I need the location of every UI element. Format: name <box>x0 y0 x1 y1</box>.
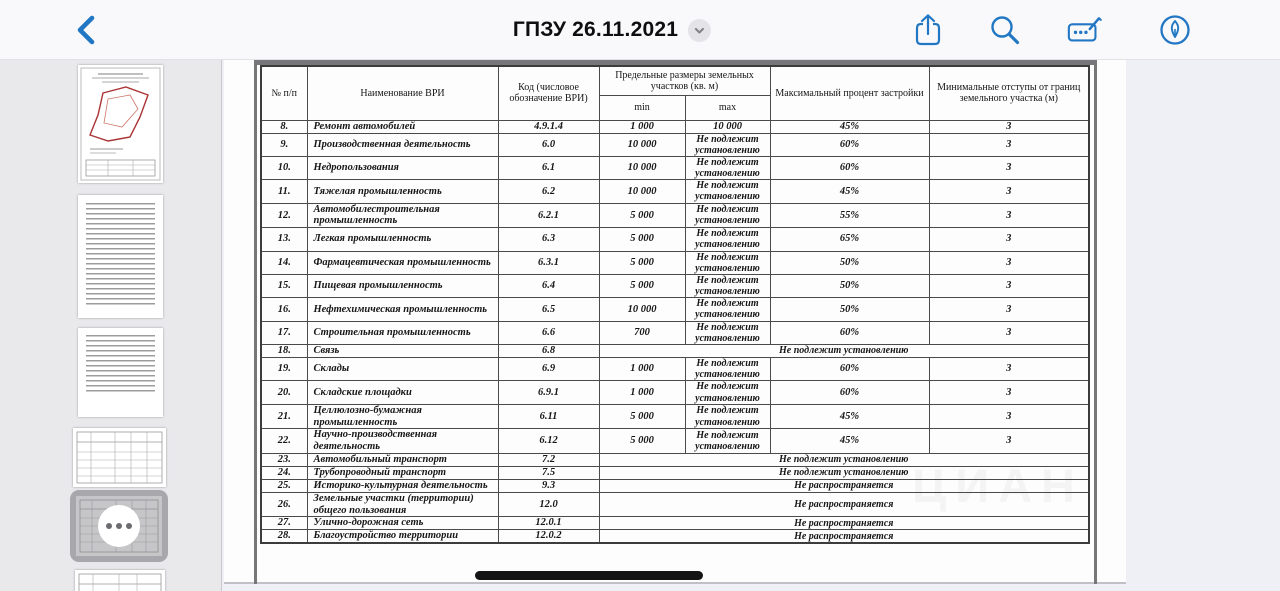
col-header-min: min <box>599 95 685 120</box>
share-button[interactable] <box>909 11 947 49</box>
table-cell: Не распространяется <box>599 530 1089 543</box>
table-cell: 3 <box>929 274 1089 297</box>
table-cell: 5 000 <box>599 228 685 251</box>
table-cell: 6.4 <box>498 274 599 297</box>
table-cell: 5 000 <box>599 429 685 454</box>
table-cell: 15. <box>261 274 307 297</box>
table-cell: Улично-дорожная сеть <box>307 517 498 530</box>
table-cell: 19. <box>261 358 307 381</box>
table-cell: 5 000 <box>599 404 685 429</box>
redacted-line <box>475 571 703 580</box>
table-cell: Не подлежит установлению <box>685 228 770 251</box>
thumbnail-sidebar <box>0 60 222 591</box>
chevron-down-icon <box>693 24 706 37</box>
table-cell: 3 <box>929 251 1089 274</box>
table-row <box>261 251 1089 274</box>
col-header-setback: Минимальные отступы от границ земельного участка (м) <box>929 66 1089 120</box>
table-cell: 3 <box>929 429 1089 454</box>
chevron-left-icon <box>80 18 92 42</box>
table-cell: Не подлежит установлению <box>685 133 770 156</box>
page-thumbnail-2[interactable] <box>78 195 163 318</box>
search-icon <box>988 13 1022 47</box>
table-cell: 1 000 <box>599 120 685 133</box>
table-cell: 50% <box>770 298 929 321</box>
table-cell: Связь <box>307 345 498 358</box>
markup-icon <box>1066 13 1104 47</box>
site-plan-sketch <box>78 65 163 183</box>
table-cell: 9.3 <box>498 479 599 492</box>
table-cell: 10 000 <box>599 156 685 179</box>
table-cell: 3 <box>929 321 1089 344</box>
table-cell: 7.5 <box>498 466 599 479</box>
table-cell: Автомобилестроительная промышленность <box>307 203 498 228</box>
table-cell: 1 000 <box>599 381 685 404</box>
col-header-max: max <box>685 95 770 120</box>
table-cell: Не подлежит установлению <box>599 466 1089 479</box>
table-cell: 3 <box>929 228 1089 251</box>
table-cell: 6.11 <box>498 404 599 429</box>
table-row <box>261 517 1089 530</box>
table-cell: Не подлежит установлению <box>685 298 770 321</box>
table-cell: 6.2.1 <box>498 203 599 228</box>
table-cell: 6.3.1 <box>498 251 599 274</box>
table-cell: 3 <box>929 203 1089 228</box>
table-cell: Тяжелая промышленность <box>307 180 498 203</box>
vri-table <box>260 65 1090 544</box>
document-view <box>223 60 1280 591</box>
table-cell: 60% <box>770 381 929 404</box>
table-cell: 7.2 <box>498 453 599 466</box>
table-cell: 4.9.1.4 <box>498 120 599 133</box>
table-cell: 27. <box>261 517 307 530</box>
table-cell: Благоустройство территории <box>307 530 498 543</box>
table-cell: Не подлежит установлению <box>685 274 770 297</box>
col-header-code: Код (числовое обозначение ВРИ) <box>498 66 599 120</box>
table-cell: Строительная промышленность <box>307 321 498 344</box>
table-cell: 5 000 <box>599 203 685 228</box>
page-thumbnail-5-current[interactable] <box>70 490 168 562</box>
table-cell: 3 <box>929 180 1089 203</box>
table-cell: 45% <box>770 180 929 203</box>
table-row <box>261 156 1089 179</box>
pen-in-circle-icon <box>1157 12 1193 48</box>
toolbar <box>0 0 1280 60</box>
table-cell: 18. <box>261 345 307 358</box>
table-row <box>261 228 1089 251</box>
table-cell: 55% <box>770 203 929 228</box>
page-thumbnail-1[interactable] <box>78 65 163 183</box>
table-cell: Земельные участки (территории) общего пользования <box>307 492 498 517</box>
table-row <box>261 404 1089 429</box>
table-cell: 12.0.2 <box>498 530 599 543</box>
table-cell: 50% <box>770 274 929 297</box>
table-cell: Не подлежит установлению <box>685 358 770 381</box>
table-cell: 1 000 <box>599 358 685 381</box>
table-cell: Фармацевтическая промышленность <box>307 251 498 274</box>
table-cell: Ремонт автомобилей <box>307 120 498 133</box>
table-cell: 14. <box>261 251 307 274</box>
table-cell: 5 000 <box>599 251 685 274</box>
table-cell: 26. <box>261 492 307 517</box>
table-row <box>261 203 1089 228</box>
table-cell: Не распространяется <box>599 517 1089 530</box>
table-cell: Не подлежит установлению <box>685 404 770 429</box>
table-row <box>261 321 1089 344</box>
table-cell: 10. <box>261 156 307 179</box>
table-cell: 5 000 <box>599 274 685 297</box>
table-cell: 60% <box>770 358 929 381</box>
table-cell: 13. <box>261 228 307 251</box>
table-cell: 10 000 <box>599 180 685 203</box>
table-row <box>261 180 1089 203</box>
table-cell: 60% <box>770 321 929 344</box>
table-cell: 6.0 <box>498 133 599 156</box>
table-cell: 21. <box>261 404 307 429</box>
col-header-num: № п/п <box>261 66 307 120</box>
table-row <box>261 492 1089 517</box>
table-cell: Недропользования <box>307 156 498 179</box>
table-cell: 50% <box>770 251 929 274</box>
table-row <box>261 530 1089 543</box>
share-icon <box>911 12 945 48</box>
table-row <box>261 466 1089 479</box>
markup-button[interactable] <box>1066 11 1104 49</box>
col-header-pct: Максимальный процент застройки <box>770 66 929 120</box>
table-cell: 45% <box>770 120 929 133</box>
table-cell: 12.0.1 <box>498 517 599 530</box>
table-cell: 12. <box>261 203 307 228</box>
table-cell: 60% <box>770 156 929 179</box>
table-cell: 9. <box>261 133 307 156</box>
table-cell: 12.0 <box>498 492 599 517</box>
table-row <box>261 133 1089 156</box>
table-cell: Производственная деятельность <box>307 133 498 156</box>
table-cell: 25. <box>261 479 307 492</box>
table-cell: 10 000 <box>685 120 770 133</box>
table-cell: 3 <box>929 133 1089 156</box>
table-cell: Легкая промышленность <box>307 228 498 251</box>
table-cell: 45% <box>770 429 929 454</box>
annotate-pen-button[interactable] <box>1156 11 1194 49</box>
document-title: ГПЗУ 26.11.2021 <box>512 18 679 41</box>
table-cell: 6.9.1 <box>498 381 599 404</box>
table-cell: Складские площадки <box>307 381 498 404</box>
table-cell: 6.12 <box>498 429 599 454</box>
table-cell: 6.6 <box>498 321 599 344</box>
table-cell: 3 <box>929 404 1089 429</box>
table-cell: 10 000 <box>599 298 685 321</box>
table-cell: 24. <box>261 466 307 479</box>
page-thumbnail-4[interactable] <box>73 428 166 487</box>
table-row <box>261 274 1089 297</box>
table-cell: 16. <box>261 298 307 321</box>
table-cell: 700 <box>599 321 685 344</box>
table-cell: Не подлежит установлению <box>599 345 1089 358</box>
table-sketch <box>73 428 166 487</box>
table-cell: 6.8 <box>498 345 599 358</box>
table-cell: 3 <box>929 156 1089 179</box>
table-cell: 23. <box>261 453 307 466</box>
table-row <box>261 358 1089 381</box>
table-cell: 6.9 <box>498 358 599 381</box>
title-dropdown-button[interactable] <box>688 19 711 42</box>
table-cell: Автомобильный транспорт <box>307 453 498 466</box>
table-cell: 6.5 <box>498 298 599 321</box>
table-cell: Не распространяется <box>599 479 1089 492</box>
table-cell: 6.2 <box>498 180 599 203</box>
table-cell: Историко-культурная деятельность <box>307 479 498 492</box>
table-cell: 3 <box>929 381 1089 404</box>
table-cell: 3 <box>929 120 1089 133</box>
table-cell: Не распространяется <box>599 492 1089 517</box>
loading-spinner <box>98 505 140 547</box>
table-cell: Не подлежит установлению <box>685 381 770 404</box>
document-page <box>224 60 1126 584</box>
page-thumbnail-6[interactable] <box>75 570 165 591</box>
table-cell: Нефтехимическая промышленность <box>307 298 498 321</box>
table-cell: Пищевая промышленность <box>307 274 498 297</box>
table-cell: Не подлежит установлению <box>685 321 770 344</box>
table-cell: Не подлежит установлению <box>685 429 770 454</box>
page-thumbnail-3[interactable] <box>78 328 163 417</box>
table-cell: 10 000 <box>599 133 685 156</box>
table-cell: Склады <box>307 358 498 381</box>
col-header-name: Наименование ВРИ <box>307 66 498 120</box>
table-cell: Научно-производственная деятельность <box>307 429 498 454</box>
table-cell: 6.1 <box>498 156 599 179</box>
table-cell: Не подлежит установлению <box>685 251 770 274</box>
table-cell: 8. <box>261 120 307 133</box>
back-button[interactable] <box>70 12 106 48</box>
table-cell: Не подлежит установлению <box>599 453 1089 466</box>
table-cell: Трубопроводный транспорт <box>307 466 498 479</box>
table-row <box>261 453 1089 466</box>
table-cell: 20. <box>261 381 307 404</box>
table-cell: 22. <box>261 429 307 454</box>
table-sketch <box>75 570 165 591</box>
table-row <box>261 381 1089 404</box>
table-cell: 60% <box>770 133 929 156</box>
table-cell: 11. <box>261 180 307 203</box>
table-cell: 6.3 <box>498 228 599 251</box>
table-cell: Не подлежит установлению <box>685 180 770 203</box>
table-row <box>261 479 1089 492</box>
col-header-limits: Предельные размеры земельных участков (кв. м) <box>599 66 770 95</box>
table-cell: 28. <box>261 530 307 543</box>
table-cell: 17. <box>261 321 307 344</box>
table-cell: Не подлежит установлению <box>685 203 770 228</box>
table-row <box>261 120 1089 133</box>
table-cell: 65% <box>770 228 929 251</box>
table-cell: Не подлежит установлению <box>685 156 770 179</box>
table-row <box>261 429 1089 454</box>
table-cell: Целлюлозно-бумажная промышленность <box>307 404 498 429</box>
search-button[interactable] <box>986 11 1024 49</box>
table-row <box>261 298 1089 321</box>
table-row <box>261 345 1089 358</box>
table-cell: 45% <box>770 404 929 429</box>
table-cell: 3 <box>929 358 1089 381</box>
watermark: ЦИАН <box>912 459 1084 512</box>
table-cell: 3 <box>929 298 1089 321</box>
